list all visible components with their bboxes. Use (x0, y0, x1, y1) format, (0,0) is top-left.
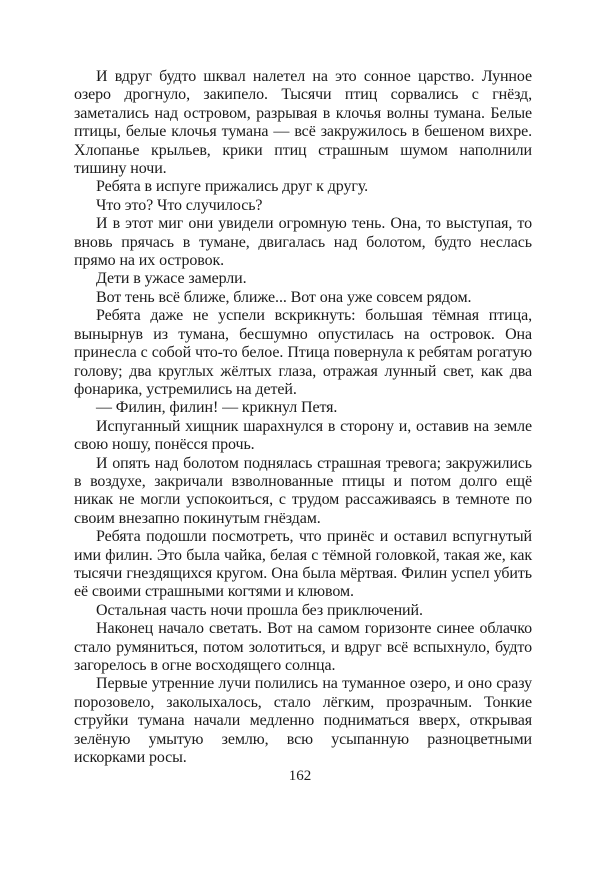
paragraph-7: Ребята даже не успели вскрикнуть: большая тёмная птица, вынырнув из тумана, бесшумно опустилась на островок. Она принесла с собой что-то белое. Птица повернула к ребятам рогатую голову; два круглых жёлтых глаза, отражая лунный свет, как два фонарика, устремились на детей. (74, 307, 532, 398)
paragraph-3: Что это? Что случилось? (96, 196, 263, 214)
paragraph-6: Вот тень всё ближе, ближе... Вот она уже совсем рядом. (96, 288, 472, 306)
paragraph-11: Ребята подошли посмотреть, что принёс и оставил вспугнутый ими филин. Это была чайка, белая с тёмной головкой, такая же, как тысячи гнездящихся кругом. Она была мёртвая. Филин успел убить её своими страшными когтями и клювом. (74, 528, 532, 601)
paragraph-13: Наконец начало светать. Вот на самом горизонте синее облачко стало румяниться, потом золотиться, и вдруг всё вспыхнуло, будто загорелось в огне восходящего солнца. (74, 620, 532, 674)
paragraph-5: Дети в ужасе замерли. (96, 270, 247, 288)
paragraph-10: И опять над болотом поднялась страшная тревога; закружились в воздухе, закричали взволнованные птицы и потом долго ещё никак не могли успокоиться, с трудом рассаживаясь в темноте по своим внезапно покинутым гнёздам. (74, 454, 532, 527)
page-number: 162 (288, 768, 312, 784)
paragraph-12: Остальная часть ночи прошла без приключений. (96, 601, 423, 619)
paragraph-14: Первые утренние лучи полились на туманное озеро, и оно сразу порозовело, заколыхалось, стало лёгким, прозрачным. Тонкие струйки тумана начали медленно подниматься вверх, открывая зелёную умытую землю, всю усыпанную разноцветными искорками росы. (74, 675, 532, 767)
paragraph-1: И вдруг будто шквал налетел на это сонное царство. Лунное озеро дрогнуло, закипело. Тысячи птиц сорвались с гнёзд, заметались над островом, разрывая в клочья волны тумана. Белые птицы, белые клочья тумана — всё закружилось в бешеном вихре. Хлопанье крыльев, крики птиц страшным шумом наполнили тишину ночи. (74, 68, 532, 178)
paragraph-4: И в этот миг они увидели огромную тень. Она, то выступая, то вновь прячась в тумане, двигалась над болотом, будто неслась прямо на их островок. (74, 215, 532, 270)
paragraph-2: Ребята в испуге прижались друг к другу. (96, 178, 369, 196)
paragraph-8: — Филин, филин! — крикнул Петя. (96, 399, 338, 417)
paragraph-9: Испуганный хищник шарахнулся в сторону и, оставив на земле свою ношу, понёсся прочь. (74, 417, 532, 454)
body-text (74, 68, 532, 767)
